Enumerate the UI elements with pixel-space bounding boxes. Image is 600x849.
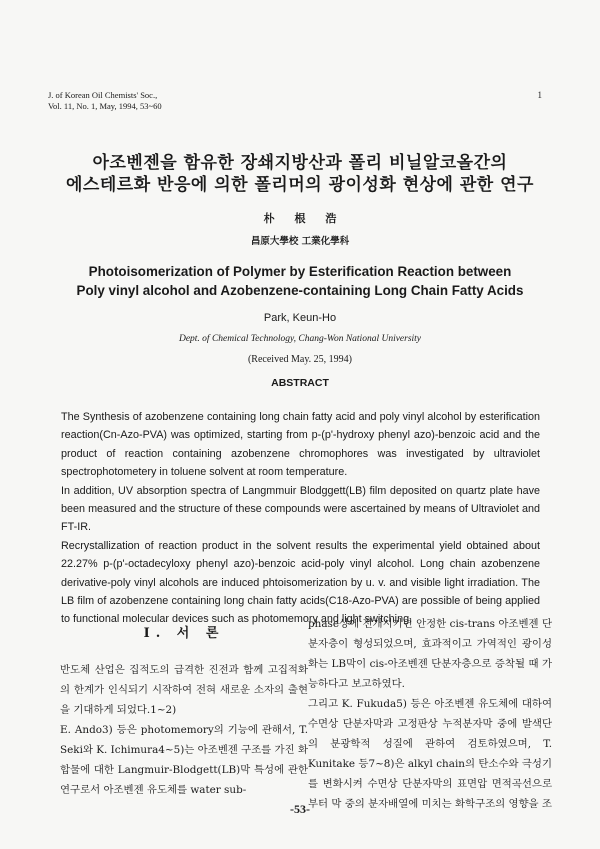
received-date: (Received May. 25, 1994) bbox=[247, 354, 353, 365]
korean-title bbox=[0, 152, 600, 196]
body-left-paragraph-1: 반도체 산업은 집적도의 급격한 진전과 함께 고집적화의 한계가 인식되기 시작하여 전혀 새로운 소자의 출현을 기대하게 되었다.1~2) bbox=[60, 664, 308, 716]
abstract-paragraph-2: In addition, UV absorption spectra of Langmmuir Blodggett(LB) film deposited on quartz plate have been measured and the structure of these compounds were ascertained by means of Ultraviolet and FT-IR. bbox=[61, 484, 540, 534]
english-title-line-1: Photoisomerization of Polymer by Esterification Reaction between bbox=[88, 264, 512, 279]
body-right-paragraph-1: phase상에 전개시키면 안정한 cis-trans 아조벤젠 단분자층이 형성되었으며, 효과적이고 가역적인 광이성화는 LB막이 cis-아조벤젠 단분자층으로 증착될 때 가능하다고 보고하였다. bbox=[308, 618, 552, 690]
english-author: Park, Keun-Ho bbox=[263, 312, 337, 324]
abstract-body bbox=[61, 408, 540, 629]
journal-citation bbox=[48, 90, 162, 112]
body-left-paragraph-2: E. Ando3) 등은 photomemory의 기능에 관해서, T. Seki와 K. Ichimura4~5)는 아조벤젠 구조를 가진 화합물에 대한 Langmuir-Blodgett(LB)막 특성에 관한 연구로서 아조벤젠 유도체를 water sub- bbox=[60, 724, 308, 796]
page-footer-number: -53- bbox=[290, 802, 310, 816]
korean-affiliation: 昌原大學校 工業化學科 bbox=[250, 236, 350, 247]
english-title bbox=[0, 262, 600, 300]
page-number: 1 bbox=[537, 90, 542, 100]
korean-title-line-1: 아조벤젠을 함유한 장쇄지방산과 폴리 비닐알코올간의 bbox=[92, 153, 508, 173]
abstract-heading: ABSTRACT bbox=[271, 377, 329, 389]
journal-line-1: J. of Korean Oil Chemists' Soc., bbox=[48, 90, 158, 100]
english-title-line-2: Poly vinyl alcohol and Azobenzene-containing Long Chain Fatty Acids bbox=[76, 283, 524, 298]
english-affiliation: Dept. of Chemical Technology, Chang-Won National University bbox=[178, 334, 422, 344]
section-heading-introduction: I. 서 론 bbox=[143, 626, 225, 641]
abstract-paragraph-1: The Synthesis of azobenzene containing long chain fatty acid and poly vinyl alcohol by esterification reaction(Cn-Azo-PVA) was optimized, starting from p-(p'-hydroxy phenyl azo)-benzoic acid and the product of reaction containing azobenzene chromophores was investigated by ultraviolet spectrophotometery in toluene solvent at room temperature. bbox=[61, 411, 540, 479]
korean-title-line-2: 에스테르화 반응에 의한 폴리머의 광이성화 현상에 관한 연구 bbox=[66, 175, 534, 195]
abstract-paragraph-3: Recrystallization of reaction product in the solvent results the experimental yield obtained about 22.27% p-(p'-octadecyloxy phenyl azo)-benzoic acid-poly vinyl alcohol. Long chain azobenzene derivative-poly vinyl alcohols are induced phtoisomerization by u. v. and visible light irradiation. The LB film of azobenzene containing long chain fatty acids(C18-Azo-PVA) are possible of being applied to functional molecular devices such as photomemory and light switching. bbox=[61, 539, 540, 626]
body-left-column bbox=[60, 614, 308, 800]
body-right-column bbox=[308, 614, 552, 814]
journal-line-2: Vol. 11, No. 1, May, 1994, 53~60 bbox=[48, 101, 162, 111]
body-right-paragraph-2: 그리고 K. Fukuda5) 등은 아조벤젠 유도체에 대하여 수면상 단분자막과 고정판상 누적분자막 중에 발색단의 분광학적 성질에 관하여 검토하였으며, T. Kunitake 등7~8)은 alkyl chain의 탄소수와 극성기를 변화시켜 수면상 단분자막의 표면압 면적곡선으로부터 막 중의 분자배열에 미치는 화학구조의 영향을 조 bbox=[308, 698, 552, 810]
korean-author: 朴 根 浩 bbox=[263, 212, 337, 225]
